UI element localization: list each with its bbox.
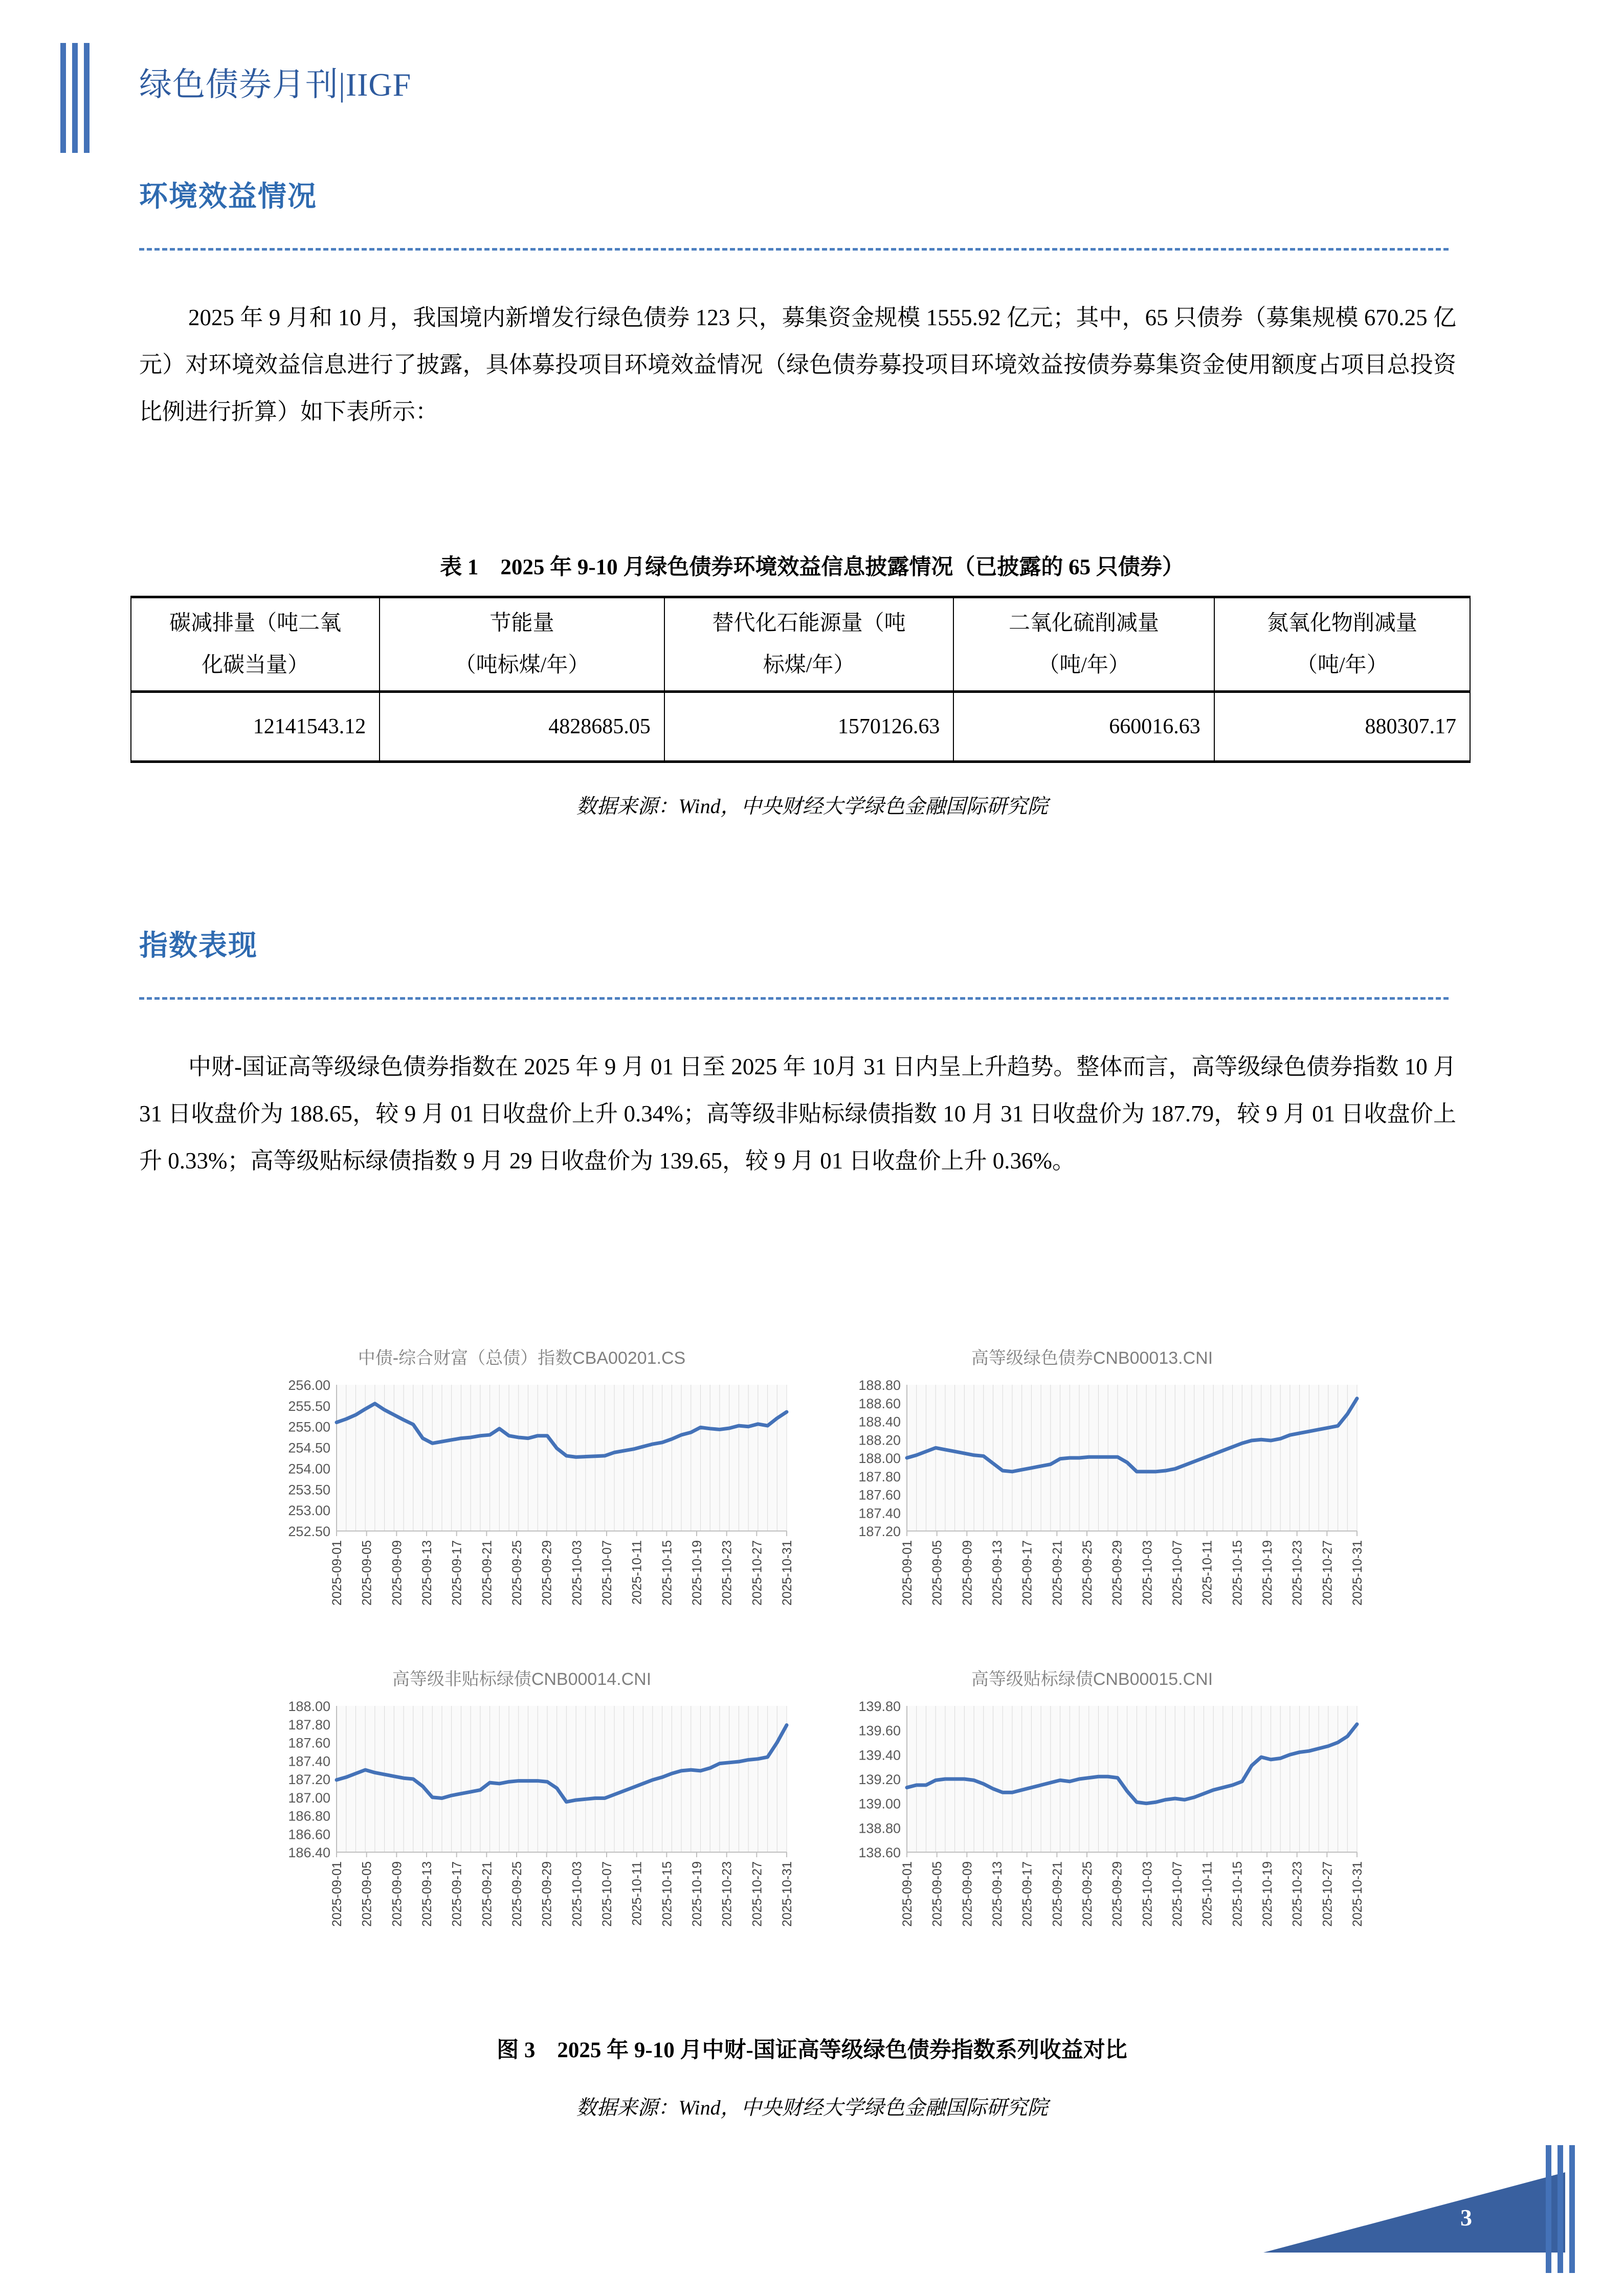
svg-text:2025-09-09: 2025-09-09 [960, 1861, 975, 1927]
table-row [131, 692, 1470, 762]
chart-plot [816, 1699, 1368, 1965]
chart-plot [246, 1699, 798, 1965]
svg-text:186.60: 186.60 [288, 1827, 330, 1842]
section-heading-index-performance: 指数表现 [139, 930, 258, 962]
svg-text:187.20: 187.20 [858, 1524, 901, 1539]
table-header-cell: 二氧化硫削减量 （吨/年） [953, 597, 1214, 692]
svg-text:188.60: 188.60 [858, 1395, 901, 1411]
svg-text:2025-10-31: 2025-10-31 [1350, 1540, 1365, 1606]
svg-text:186.80: 186.80 [288, 1808, 330, 1824]
svg-text:2025-09-25: 2025-09-25 [1080, 1861, 1095, 1927]
svg-text:2025-09-21: 2025-09-21 [480, 1861, 495, 1927]
chart-title: 高等级贴标绿债CNB00015.CNI [971, 1670, 1213, 1689]
svg-text:139.60: 139.60 [858, 1723, 901, 1739]
figure-3-caption: 图 3 2025 年 9-10 月中财-国证高等级绿色债券指数系列收益对比 [497, 2038, 1127, 2062]
svg-text:187.20: 187.20 [288, 1772, 330, 1787]
svg-text:2025-10-19: 2025-10-19 [690, 1861, 704, 1927]
svg-text:255.00: 255.00 [288, 1419, 330, 1435]
svg-text:2025-10-31: 2025-10-31 [1350, 1861, 1365, 1927]
svg-text:2025-10-27: 2025-10-27 [750, 1861, 765, 1927]
table-cell-nox-reduction: 880307.17 [1214, 692, 1470, 762]
svg-text:2025-10-23: 2025-10-23 [1290, 1540, 1305, 1606]
svg-text:2025-10-27: 2025-10-27 [1320, 1861, 1335, 1927]
svg-text:2025-09-01: 2025-09-01 [330, 1540, 344, 1606]
table-cell-so2-reduction: 660016.63 [953, 692, 1214, 762]
svg-text:2025-09-25: 2025-09-25 [510, 1540, 524, 1606]
table-header-row [131, 597, 1470, 692]
table-cell-energy-saving: 4828685.05 [380, 692, 664, 762]
page-header [0, 0, 1624, 153]
svg-text:256.00: 256.00 [288, 1378, 330, 1393]
svg-text:2025-10-11: 2025-10-11 [1200, 1540, 1215, 1605]
chart-cnb00013 [816, 1340, 1368, 1647]
svg-text:2025-10-19: 2025-10-19 [690, 1540, 704, 1606]
svg-text:138.80: 138.80 [858, 1820, 901, 1836]
svg-text:139.20: 139.20 [858, 1772, 901, 1787]
svg-text:2025-09-29: 2025-09-29 [540, 1861, 554, 1927]
svg-text:2025-10-03: 2025-10-03 [1140, 1540, 1155, 1606]
svg-text:187.60: 187.60 [858, 1487, 901, 1503]
svg-text:2025-09-21: 2025-09-21 [1050, 1540, 1065, 1606]
table-1-caption: 表 1 2025 年 9-10 月绿色债券环境效益信息披露情况（已披露的 65 只债券） [440, 555, 1184, 579]
section-divider-1 [139, 248, 1449, 251]
svg-text:254.50: 254.50 [288, 1440, 330, 1456]
svg-text:2025-10-23: 2025-10-23 [1290, 1861, 1305, 1927]
svg-text:2025-09-01: 2025-09-01 [900, 1861, 915, 1927]
svg-text:2025-09-13: 2025-09-13 [990, 1861, 1005, 1927]
svg-text:2025-10-07: 2025-10-07 [1170, 1540, 1185, 1606]
svg-text:2025-09-17: 2025-09-17 [1020, 1540, 1035, 1606]
svg-text:187.80: 187.80 [858, 1469, 901, 1484]
environmental-benefits-paragraph: 2025 年 9 月和 10 月，我国境内新增发行绿色债券 123 只，募集资金规模 1555.92 亿元；其中，65 只债券（募集规模 670.25 亿元）对环境效益信息进行了披露，具体募投项目环境效益情况（绿色债券募投项目环境效益按债券募集资金使用额度占项目总投资比例进行折算）如下表所示： [139, 305, 1456, 424]
svg-text:2025-09-21: 2025-09-21 [480, 1540, 495, 1606]
footer-accent-bars [1546, 2145, 1575, 2273]
index-charts-group [246, 1340, 1371, 1969]
svg-text:252.50: 252.50 [288, 1524, 330, 1539]
svg-text:2025-09-09: 2025-09-09 [390, 1540, 405, 1606]
chart-cnb00014 [246, 1661, 798, 1968]
header-accent-bars [60, 43, 90, 153]
svg-text:2025-10-11: 2025-10-11 [630, 1540, 644, 1605]
svg-text:187.40: 187.40 [858, 1505, 901, 1521]
footer-triangle [1263, 2168, 1565, 2253]
svg-text:2025-09-13: 2025-09-13 [420, 1540, 434, 1606]
svg-text:2025-09-25: 2025-09-25 [510, 1861, 524, 1927]
svg-text:2025-10-19: 2025-10-19 [1260, 1861, 1275, 1927]
svg-text:2025-10-15: 2025-10-15 [660, 1861, 675, 1927]
svg-text:2025-10-15: 2025-10-15 [1230, 1540, 1245, 1606]
publication-title: 绿色债券月刊|IIGF [139, 66, 412, 103]
page-number: 3 [1460, 2204, 1472, 2231]
svg-text:2025-10-31: 2025-10-31 [780, 1861, 794, 1927]
figure-3-source-note: 数据来源：Wind，中央财经大学绿色金融国际研究院 [576, 2096, 1048, 2119]
svg-text:187.60: 187.60 [288, 1735, 330, 1751]
svg-text:139.80: 139.80 [858, 1699, 901, 1714]
chart-plot [816, 1378, 1368, 1644]
svg-text:2025-10-07: 2025-10-07 [600, 1540, 614, 1606]
table-cell-carbon-reduction: 12141543.12 [131, 692, 380, 762]
svg-text:2025-10-23: 2025-10-23 [720, 1540, 735, 1606]
svg-text:187.40: 187.40 [288, 1753, 330, 1769]
svg-text:2025-09-05: 2025-09-05 [930, 1861, 945, 1927]
svg-text:2025-10-03: 2025-10-03 [570, 1861, 585, 1927]
table-header-cell: 碳减排量（吨二氧 化碳当量） [131, 597, 380, 692]
svg-text:2025-10-23: 2025-10-23 [720, 1861, 735, 1927]
table-header-cell: 节能量 （吨标煤/年） [380, 597, 664, 692]
svg-text:139.00: 139.00 [858, 1796, 901, 1812]
svg-text:2025-10-27: 2025-10-27 [750, 1540, 765, 1606]
svg-text:2025-09-05: 2025-09-05 [360, 1861, 374, 1927]
svg-text:188.80: 188.80 [858, 1378, 901, 1393]
svg-text:188.40: 188.40 [858, 1414, 901, 1430]
table-header-cell: 氮氧化物削减量 （吨/年） [1214, 597, 1470, 692]
chart-cnb00015 [816, 1661, 1368, 1968]
svg-text:138.60: 138.60 [858, 1845, 901, 1860]
section-heading-environmental-benefits: 环境效益情况 [139, 181, 317, 213]
svg-text:2025-09-17: 2025-09-17 [450, 1861, 464, 1927]
svg-text:2025-09-13: 2025-09-13 [420, 1861, 434, 1927]
svg-text:188.20: 188.20 [858, 1432, 901, 1448]
chart-title: 高等级非贴标绿债CNB00014.CNI [392, 1670, 652, 1689]
svg-text:2025-10-15: 2025-10-15 [1230, 1861, 1245, 1927]
svg-text:2025-09-09: 2025-09-09 [960, 1540, 975, 1606]
svg-text:187.00: 187.00 [288, 1790, 330, 1806]
chart-title: 高等级绿色债券CNB00013.CNI [971, 1348, 1213, 1368]
svg-text:2025-09-09: 2025-09-09 [390, 1861, 405, 1927]
chart-cba00201 [246, 1340, 798, 1647]
svg-text:2025-10-11: 2025-10-11 [1200, 1861, 1215, 1926]
svg-text:188.00: 188.00 [858, 1451, 901, 1466]
svg-text:2025-10-07: 2025-10-07 [1170, 1861, 1185, 1927]
svg-text:2025-09-21: 2025-09-21 [1050, 1861, 1065, 1927]
environmental-benefits-table [130, 596, 1471, 763]
svg-text:188.00: 188.00 [288, 1699, 330, 1714]
svg-text:2025-10-15: 2025-10-15 [660, 1540, 675, 1606]
svg-text:2025-10-31: 2025-10-31 [780, 1540, 794, 1606]
svg-text:187.80: 187.80 [288, 1717, 330, 1732]
svg-text:2025-09-29: 2025-09-29 [1110, 1540, 1125, 1606]
svg-text:2025-09-29: 2025-09-29 [1110, 1861, 1125, 1927]
table-1-source-note: 数据来源：Wind，中央财经大学绿色金融国际研究院 [576, 795, 1048, 818]
svg-text:2025-10-03: 2025-10-03 [1140, 1861, 1155, 1927]
svg-text:2025-09-17: 2025-09-17 [450, 1540, 464, 1606]
svg-text:2025-10-11: 2025-10-11 [630, 1861, 644, 1926]
index-performance-paragraph: 中财-国证高等级绿色债券指数在 2025 年 9 月 01 日至 2025 年 10月 31 日内呈上升趋势。整体而言，高等级绿色债券指数 10 月 31 日收盘价为 188.65，较 9 月 01 日收盘价上升 0.34%；高等级非贴标绿债指数 10 月 31 日收盘价为 187.79，较 9 月 01 日收盘价上升 0.33%；高等级贴标绿债指数 9 月 29 日收盘价为 139.65，较 9 月 01 日收盘价上升 0.36%。 [139, 1054, 1456, 1174]
table-header-cell: 替代化石能源量（吨 标煤/年） [664, 597, 954, 692]
svg-text:253.50: 253.50 [288, 1482, 330, 1498]
svg-text:254.00: 254.00 [288, 1461, 330, 1477]
svg-text:255.50: 255.50 [288, 1398, 330, 1414]
table-cell-fossil-substitution: 1570126.63 [664, 692, 954, 762]
svg-text:2025-09-29: 2025-09-29 [540, 1540, 554, 1606]
svg-text:2025-09-01: 2025-09-01 [900, 1540, 915, 1606]
svg-text:2025-09-17: 2025-09-17 [1020, 1861, 1035, 1927]
chart-title: 中债-综合财富（总债）指数CBA00201.CS [358, 1348, 686, 1368]
svg-text:2025-09-13: 2025-09-13 [990, 1540, 1005, 1606]
svg-text:2025-09-05: 2025-09-05 [360, 1540, 374, 1606]
section-divider-2 [139, 997, 1449, 1000]
svg-text:2025-09-25: 2025-09-25 [1080, 1540, 1095, 1606]
svg-text:2025-10-27: 2025-10-27 [1320, 1540, 1335, 1606]
svg-text:2025-10-07: 2025-10-07 [600, 1861, 614, 1927]
svg-text:139.40: 139.40 [858, 1747, 901, 1763]
svg-text:253.00: 253.00 [288, 1503, 330, 1519]
chart-plot [246, 1378, 798, 1644]
svg-text:186.40: 186.40 [288, 1845, 330, 1860]
svg-text:2025-10-19: 2025-10-19 [1260, 1540, 1275, 1606]
svg-text:2025-10-03: 2025-10-03 [570, 1540, 585, 1606]
svg-text:2025-09-05: 2025-09-05 [930, 1540, 945, 1606]
svg-text:2025-09-01: 2025-09-01 [330, 1861, 344, 1927]
